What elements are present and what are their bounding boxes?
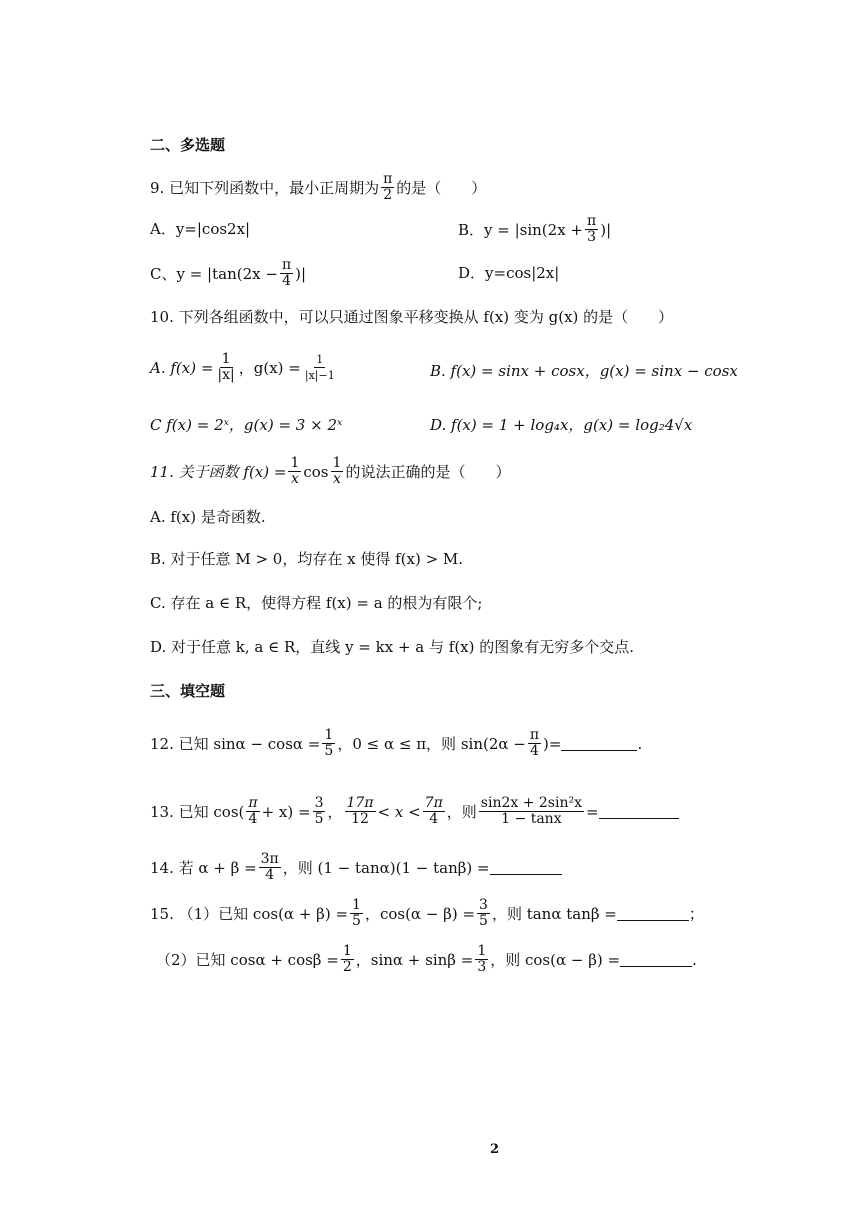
fraction-numerator: π [281, 257, 292, 273]
option-b-fraction [585, 214, 598, 245]
question-15-2-suffix: ，则 cos(α − β) = [490, 950, 621, 969]
question-10-stem: 10. 下列各组函数中，可以只通过图象平移变换从 f(x) 变为 g(x) 的是（ ） [150, 308, 674, 326]
question-15-2-end: . [692, 950, 697, 969]
question-14-suffix: ，则 (1 − tanα)(1 − tanβ) = [282, 858, 490, 877]
fraction-numerator: sin2x + 2sin²x [480, 795, 582, 811]
question-15-2-middle: ，sinα + sinβ = [355, 950, 474, 969]
question-9-fraction [381, 172, 394, 203]
question-15-part-2 [156, 944, 697, 975]
fraction-denominator: x [333, 471, 341, 487]
question-9-text-a: 9. 已知下列函数中，最小正周期为 [150, 178, 380, 197]
fraction-numerator: 17π [346, 795, 374, 811]
question-10-option-a [150, 352, 339, 383]
question-15-1-fraction-2 [477, 898, 490, 929]
option-b-prefix: B．y = |sin(2x + [458, 220, 584, 239]
fraction-denominator: 4 [282, 273, 291, 289]
question-9-option-a: A．y=|cos2x| [150, 220, 251, 238]
question-15-1-suffix: ，则 tanα tanβ = [491, 904, 617, 923]
question-9-option-d: D．y=cos|2x| [458, 264, 560, 282]
fraction-numerator: 1 [477, 943, 487, 959]
question-11-option-b: B. 对于任意 M > 0，均存在 x 使得 f(x) > M. [150, 550, 464, 568]
fraction-denominator: 1 − tanx [501, 811, 562, 827]
question-11-fraction-1 [288, 456, 301, 487]
question-13-fraction-2 [313, 796, 326, 827]
question-13 [150, 796, 679, 827]
fraction-denominator: 2 [342, 959, 352, 975]
fraction-numerator: 3π [260, 851, 279, 867]
question-11-fraction-2 [331, 456, 344, 487]
question-15-2-fraction-1 [341, 944, 354, 975]
fraction-numerator: 1 [324, 727, 334, 743]
answer-blank[interactable] [599, 804, 679, 819]
fraction-denominator: 2 [383, 187, 393, 203]
fraction-denominator: 5 [324, 743, 334, 759]
fraction-denominator: 4 [529, 743, 539, 759]
option-c-suffix: )| [295, 264, 307, 283]
fraction-denominator: 3 [477, 959, 487, 975]
option-c-fraction [280, 258, 293, 289]
question-13-fraction-4 [423, 796, 445, 827]
question-11-option-c: C. 存在 a ∈ R，使得方程 f(x) = a 的根为有限个; [150, 594, 483, 612]
option-a-fraction-2 [303, 352, 337, 383]
answer-blank[interactable] [490, 860, 562, 875]
section-heading-multiple-choice: 二、多选题 [150, 136, 226, 154]
question-15-1-middle: ，cos(α − β) = [364, 904, 476, 923]
fraction-numerator: 7π [424, 795, 443, 811]
option-b-suffix: )| [600, 220, 612, 239]
question-15-2-fraction-2 [475, 944, 488, 975]
fraction-numerator: 1 [221, 351, 231, 367]
question-13-prefix: 13. 已知 cos( [150, 802, 245, 821]
fraction-denominator: 4 [248, 811, 258, 827]
question-10-option-c: C f(x) = 2ˣ，g(x) = 3 × 2ˣ [150, 416, 343, 434]
question-11-stem [150, 456, 510, 487]
question-14-fraction [259, 852, 281, 883]
question-13-fraction-1 [246, 796, 259, 827]
question-13-middle-3: < x < [377, 802, 421, 821]
question-12-suffix: )= [543, 734, 562, 753]
fraction-denominator: 3 [587, 229, 597, 245]
question-15-2-prefix: （2）已知 cosα + cosβ = [156, 950, 339, 969]
question-10-option-d: D. f(x) = 1 + log₄x，g(x) = log₂4√x [430, 416, 693, 434]
fraction-denominator: 5 [479, 913, 488, 929]
fraction-numerator: π [587, 213, 597, 229]
question-9-stem [150, 172, 486, 203]
fraction-denominator: |x|−1 [304, 369, 335, 382]
fraction-numerator: π [529, 727, 540, 743]
question-13-fraction-5 [479, 796, 584, 827]
fraction-numerator: π [248, 795, 258, 811]
fraction-denominator: 4 [429, 811, 439, 827]
question-14-prefix: 14. 若 α + β = [150, 858, 257, 877]
fraction-numerator: 1 [290, 455, 300, 471]
question-11-cos: cos [303, 462, 329, 481]
question-11-option-d: D. 对于任意 k, a ∈ R，直线 y = kx + a 与 f(x) 的图象有无穷多个交点. [150, 638, 635, 656]
question-13-middle-4: ，则 [446, 802, 477, 821]
answer-blank[interactable] [620, 952, 692, 967]
question-12-fraction-2 [528, 728, 541, 759]
answer-blank[interactable] [561, 736, 637, 751]
fraction-numerator: 1 [342, 943, 352, 959]
question-11-text-a: 11. 关于函数 f(x) = [150, 462, 287, 481]
section-heading-fill-in: 三、填空题 [150, 682, 226, 700]
fraction-denominator: 5 [352, 913, 361, 929]
question-12-end: . [637, 734, 643, 753]
option-a-prefix: A. f(x) = [150, 358, 214, 377]
question-15-1-end: ； [688, 904, 704, 923]
question-15-1-fraction-1 [350, 898, 363, 929]
question-12 [150, 728, 642, 759]
answer-blank[interactable] [617, 906, 689, 921]
question-15-1-prefix: 15. （1）已知 cos(α + β) = [150, 904, 349, 923]
question-9-option-b [458, 214, 611, 245]
question-12-fraction-1 [322, 728, 335, 759]
question-10-option-b: B. f(x) = sinx + cosx，g(x) = sinx − cosx [430, 362, 738, 380]
question-12-middle: ，0 ≤ α ≤ π，则 sin(2α − [337, 734, 526, 753]
question-12-prefix: 12. 已知 sinα − cosα = [150, 734, 321, 753]
option-a-fraction [215, 352, 236, 383]
fraction-denominator: 12 [351, 811, 369, 827]
option-a-middle: ，g(x) = [238, 358, 301, 377]
question-13-middle-2: ， [327, 802, 343, 821]
fraction-numerator: 1 [332, 455, 342, 471]
question-11-option-a: A. f(x) 是奇函数. [150, 508, 266, 526]
fraction-numerator: 3 [314, 795, 324, 811]
question-15-part-1 [150, 898, 704, 929]
question-9-text-b: 的是（ ） [396, 178, 487, 197]
question-11-text-b: 的说法正确的是（ ） [345, 462, 511, 481]
page-number: 2 [490, 1142, 500, 1157]
fraction-denominator: 4 [265, 867, 275, 883]
fraction-numerator: 1 [352, 897, 361, 913]
question-13-middle-1: + x) = [261, 802, 311, 821]
fraction-denominator: |x| [217, 367, 235, 383]
fraction-numerator: π [383, 171, 393, 187]
fraction-denominator: 5 [314, 811, 324, 827]
question-9-option-c [150, 258, 306, 289]
question-13-fraction-3 [345, 796, 376, 827]
fraction-numerator: 1 [316, 353, 324, 366]
fraction-numerator: 3 [479, 897, 488, 913]
fraction-denominator: x [290, 471, 299, 487]
option-c-prefix: C、y = |tan(2x − [150, 264, 278, 283]
question-13-suffix: = [586, 802, 599, 821]
question-14 [150, 852, 562, 883]
